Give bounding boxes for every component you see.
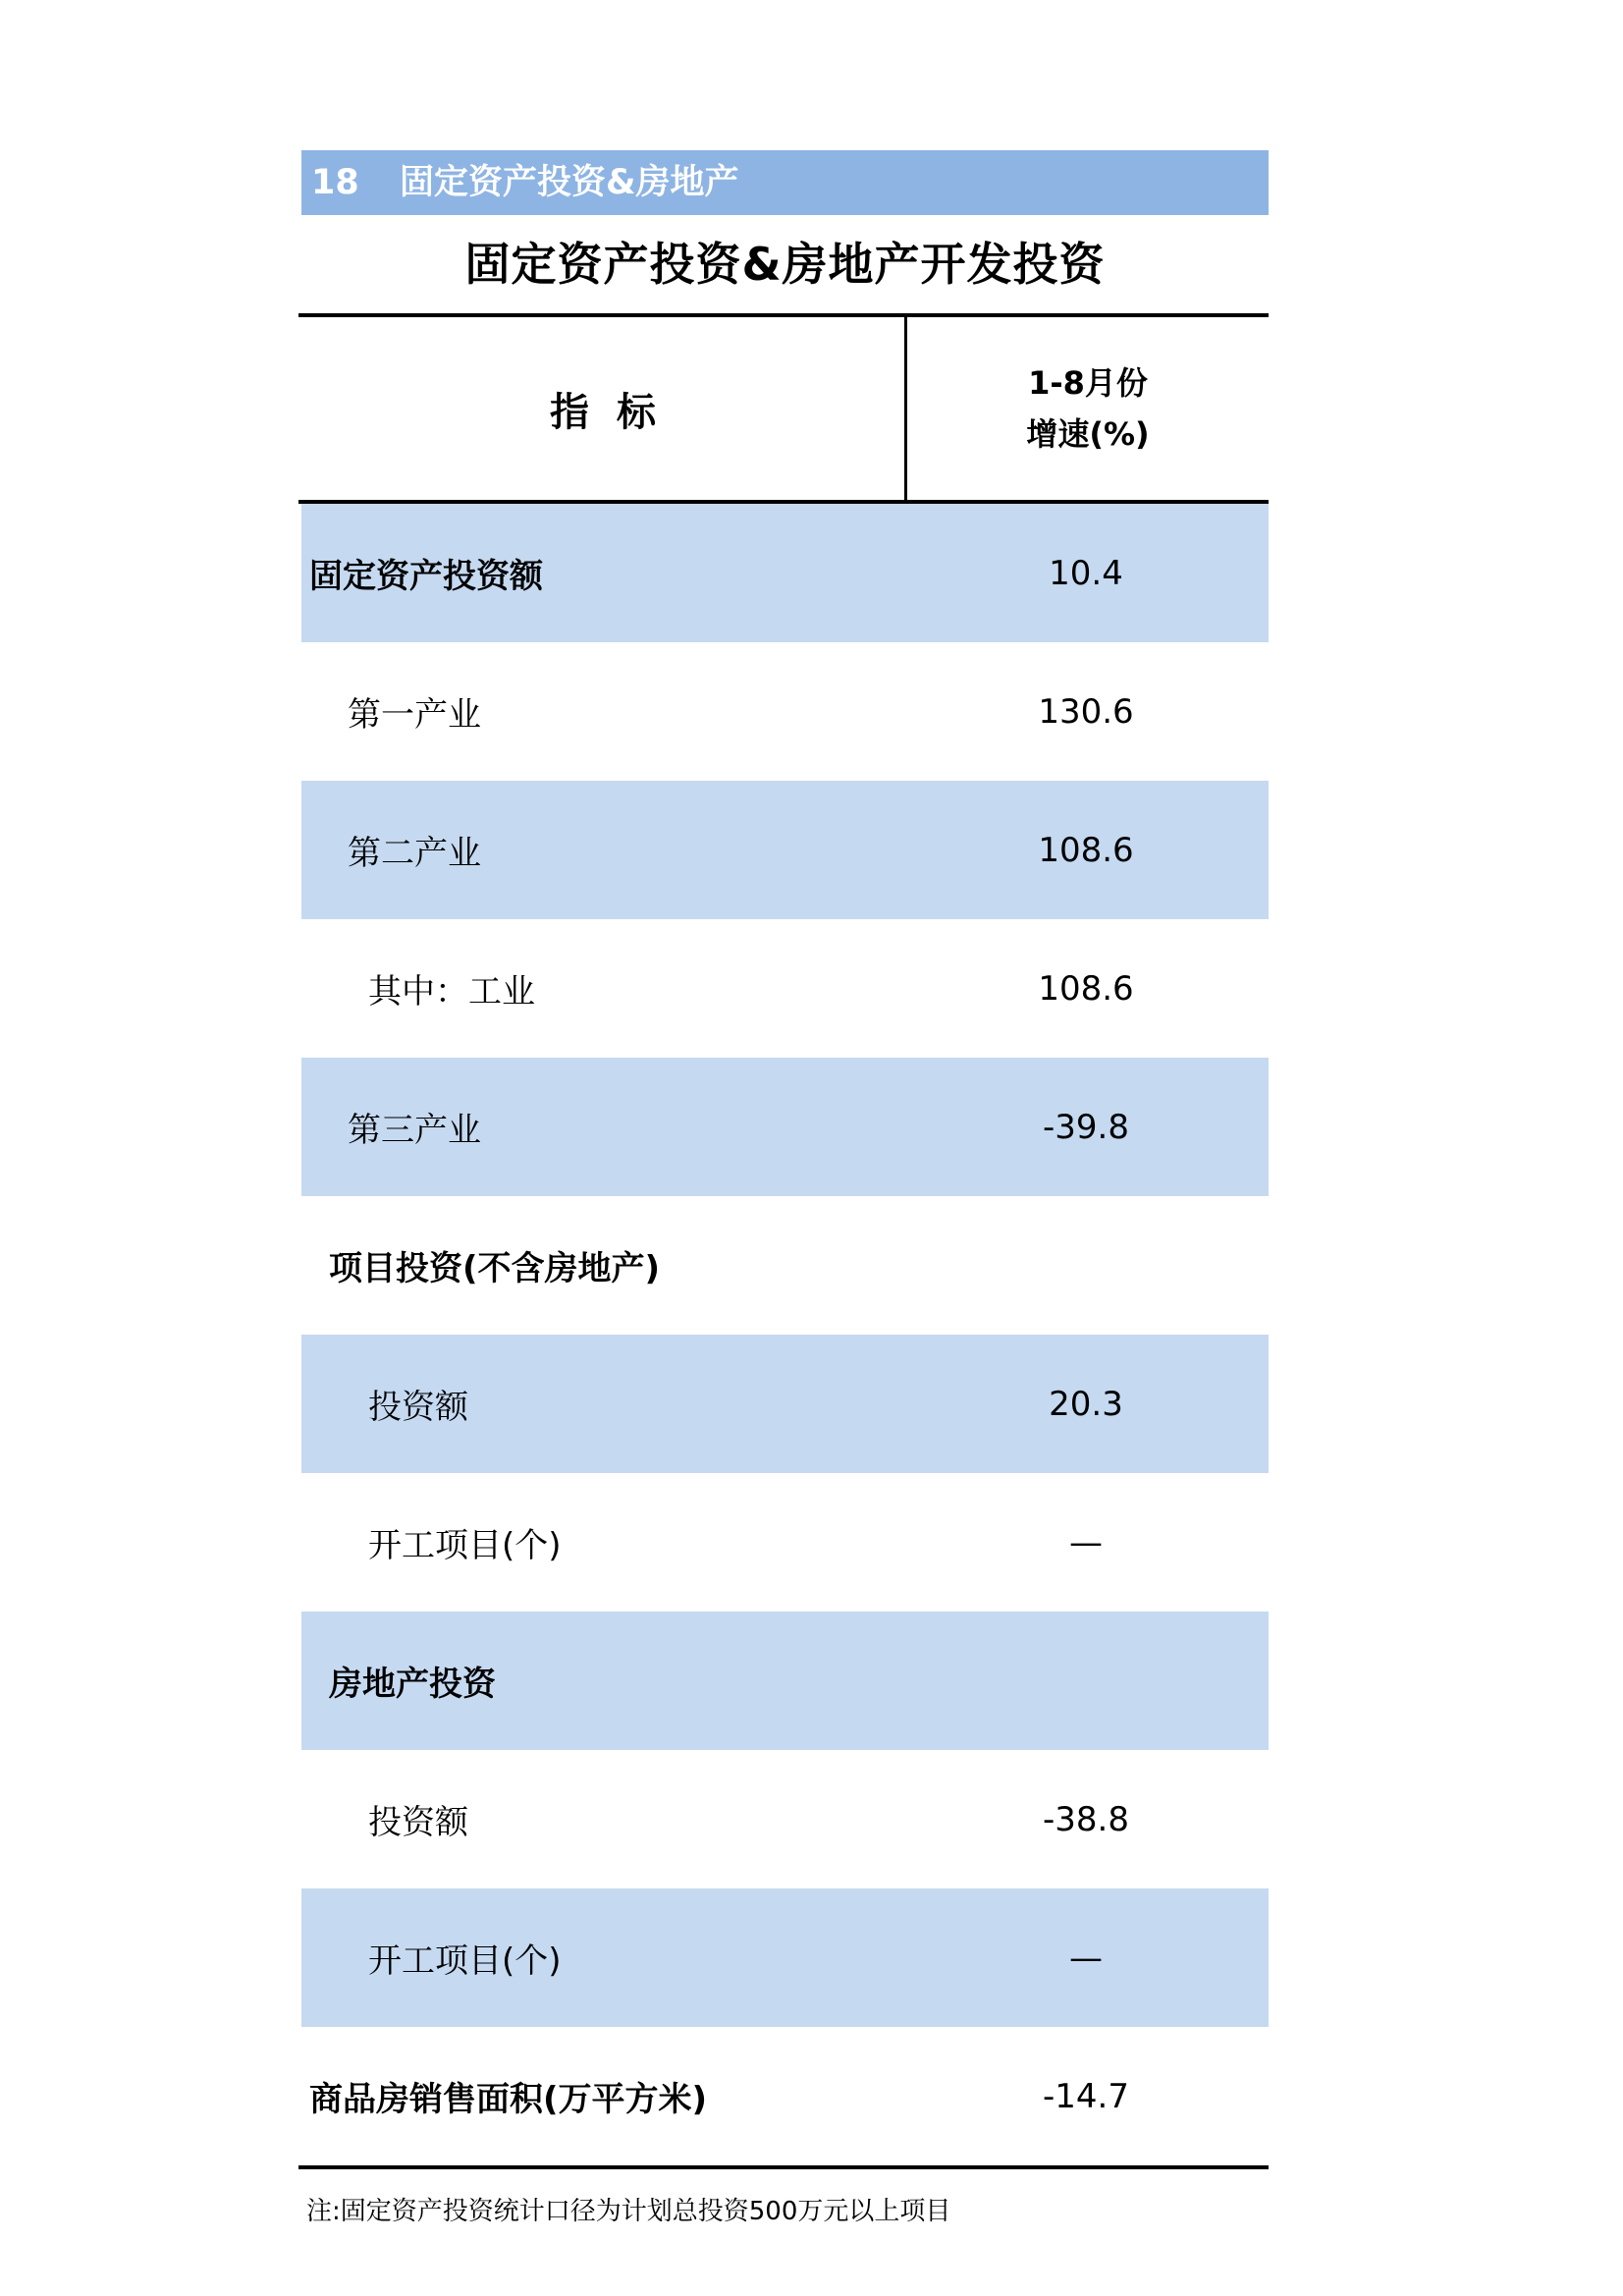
row-value: 108.6 <box>1038 830 1134 870</box>
table-row <box>301 504 1269 642</box>
table-header <box>301 317 1269 500</box>
row-label: 其中：工业 <box>368 972 535 1011</box>
section-number: 18 <box>311 163 359 202</box>
row-value: -14.7 <box>1043 2076 1129 2116</box>
value-column-header <box>907 317 1269 500</box>
row-label: 房地产投资 <box>329 1665 496 1704</box>
row-label: 开工项目(个) <box>368 1526 562 1565</box>
row-label: 投资额 <box>368 1388 468 1427</box>
table-row <box>301 781 1269 919</box>
row-value: -39.8 <box>1043 1107 1129 1147</box>
row-label: 开工项目(个) <box>368 1941 562 1981</box>
table-row <box>301 2027 1269 2165</box>
row-value: 108.6 <box>1038 968 1134 1009</box>
row-label: 第二产业 <box>348 834 481 873</box>
row-label: 第一产业 <box>348 695 481 735</box>
table-row <box>301 1335 1269 1473</box>
statistics-sheet <box>301 150 1269 2227</box>
table-row <box>301 1058 1269 1196</box>
row-value: 20.3 <box>1049 1384 1123 1424</box>
section-title: 固定资产投资&房地产 <box>400 163 739 202</box>
value-header-unit: 增速(%) <box>1026 415 1150 453</box>
row-label: 项目投资(不含房地产) <box>329 1249 661 1288</box>
value-header-period: 1-8月份 <box>1028 364 1148 402</box>
table-body <box>301 504 1269 2165</box>
table-row <box>301 1888 1269 2027</box>
footnote: 注:固定资产投资统计口径为计划总投资500万元以上项目 <box>306 2197 951 2226</box>
table-row <box>301 1612 1269 1750</box>
row-label: 商品房销售面积(万平方米) <box>309 2080 708 2119</box>
row-label: 投资额 <box>368 1803 468 1842</box>
table-row <box>301 1750 1269 1888</box>
table-row <box>301 1473 1269 1612</box>
table-row <box>301 919 1269 1058</box>
row-label: 固定资产投资额 <box>309 557 543 596</box>
row-value: 10.4 <box>1049 553 1123 593</box>
row-value: — <box>1069 1522 1103 1562</box>
row-value: -38.8 <box>1043 1799 1129 1839</box>
table-row <box>301 1196 1269 1335</box>
table-row <box>301 642 1269 781</box>
indicator-column-header: 指标 <box>301 317 907 500</box>
table-title: 固定资产投资&房地产开发投资 <box>464 238 1106 291</box>
row-value: — <box>1069 1938 1103 1978</box>
row-value: 130.6 <box>1038 691 1134 732</box>
row-label: 第三产业 <box>348 1111 481 1150</box>
bottom-rule <box>298 2165 1269 2169</box>
section-header-bar <box>301 150 1269 215</box>
